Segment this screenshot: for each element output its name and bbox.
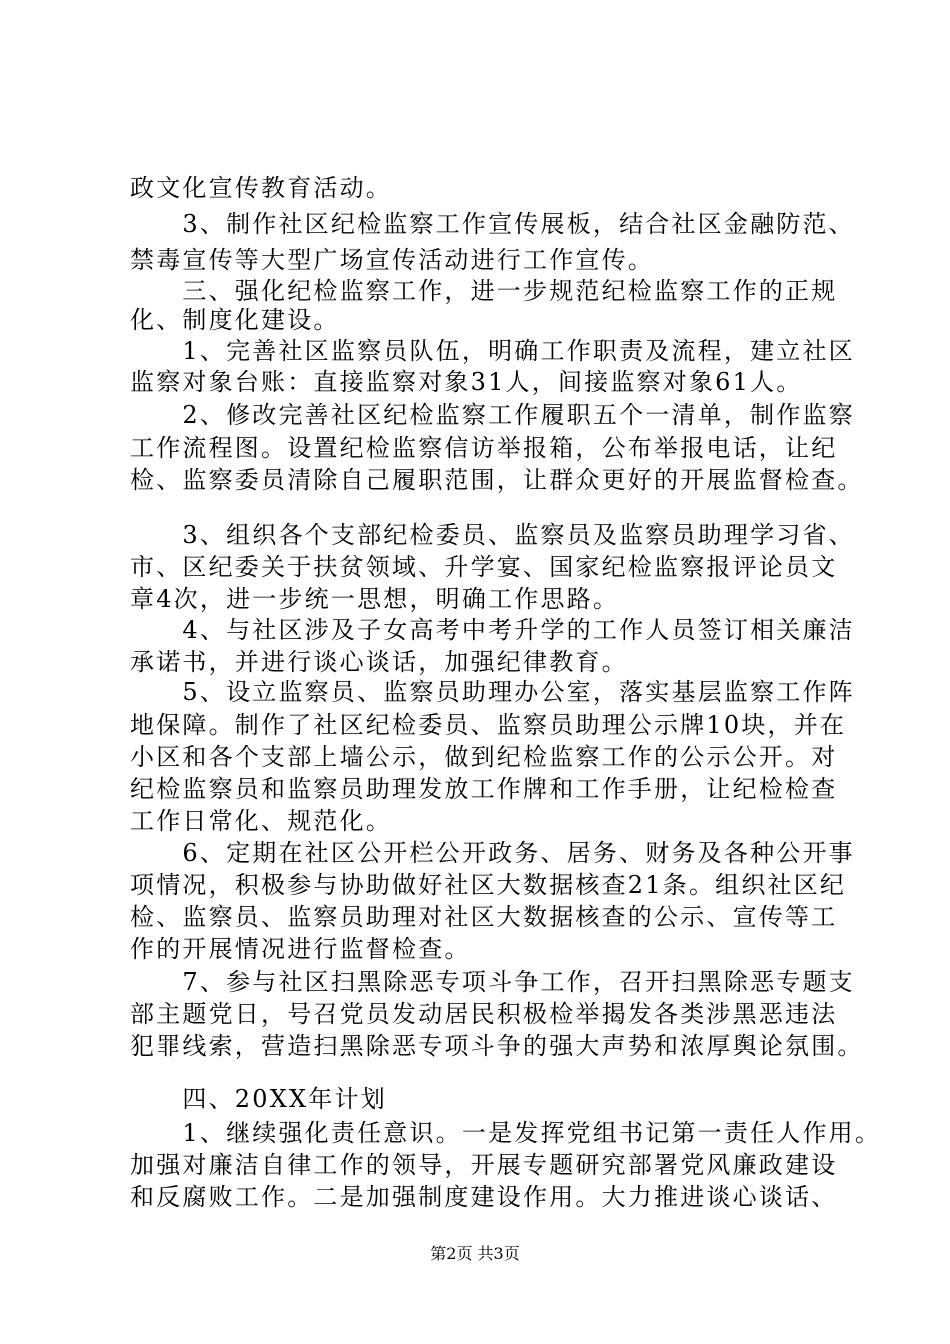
text-line: 化、制度化建设。 xyxy=(130,306,340,334)
text-line: 禁毒宣传等大型广场宣传活动进行工作宣传。 xyxy=(130,246,654,274)
text-line: 章4次，进一步统一思想，明确工作思路。 xyxy=(130,585,620,613)
text-line: 加强对廉洁自律工作的领导，开展专题研究部署党风廉政建设 xyxy=(130,1151,838,1179)
text-line: 部主题党日，号召党员发动居民积极检举揭发各类涉黑恶违法 xyxy=(130,1000,838,1028)
text-line: 犯罪线索，营造扫黑除恶专项斗争的强大声势和浓厚舆论氛围。 xyxy=(130,1032,864,1060)
text-line: 项情况，积极参与协助做好社区大数据核查21条。组织社区纪 xyxy=(130,871,847,899)
text-line: 1、继续强化责任意识。一是发挥党组书记第一责任人作用。 xyxy=(130,1119,882,1147)
text-line: 市、区纪委关于扶贫领域、升学宴、国家纪检监察报评论员文 xyxy=(130,553,838,581)
text-line: 四、20XX年计划 xyxy=(130,1085,387,1113)
text-line: 政文化宣传教育活动。 xyxy=(130,174,392,202)
text-line: 7、参与社区扫黑除恶专项斗争工作，召开扫黑除恶专题支 xyxy=(130,968,855,996)
text-line: 地保障。制作了社区纪检委员、监察员助理公示牌10块，并在 xyxy=(130,711,847,739)
text-line: 小区和各个支部上墙公示，做到纪检监察工作的公示公开。对 xyxy=(130,743,838,771)
text-line: 三、强化纪检监察工作，进一步规范纪检监察工作的正规 xyxy=(130,277,838,305)
text-line: 工作日常化、规范化。 xyxy=(130,807,392,835)
text-line: 监察对象台账：直接监察对象31人，间接监察对象61人。 xyxy=(130,368,803,396)
page-footer: 第2页 共3页 xyxy=(430,1244,520,1263)
text-line: 2、修改完善社区纪检监察工作履职五个一清单，制作监察 xyxy=(130,401,855,429)
text-line: 作的开展情况进行监督检查。 xyxy=(130,935,471,963)
text-line: 检、监察员、监察员助理对社区大数据核查的公示、宣传等工 xyxy=(130,903,838,931)
text-line: 3、组织各个支部纪检委员、监察员及监察员助理学习省、 xyxy=(130,521,855,549)
text-line: 纪检监察员和监察员助理发放工作牌和工作手册，让纪检检查 xyxy=(130,775,838,803)
text-line: 1、完善社区监察员队伍，明确工作职责及流程，建立社区 xyxy=(130,337,855,365)
text-line: 4、与社区涉及子女高考中考升学的工作人员签订相关廉洁 xyxy=(130,616,855,644)
text-line: 承诺书，并进行谈心谈话，加强纪律教育。 xyxy=(130,648,628,676)
text-line: 检、监察委员清除自己履职范围，让群众更好的开展监督检查。 xyxy=(130,466,864,494)
text-line: 5、设立监察员、监察员助理办公室，落实基层监察工作阵 xyxy=(130,678,855,706)
text-line: 和反腐败工作。二是加强制度建设作用。大力推进谈心谈话、 xyxy=(130,1183,838,1211)
text-line: 3、制作社区纪检监察工作宣传展板，结合社区金融防范、 xyxy=(130,210,855,238)
text-line: 工作流程图。设置纪检监察信访举报箱，公布举报电话，让纪 xyxy=(130,434,838,462)
text-line: 6、定期在社区公开栏公开政务、居务、财务及各种公开事 xyxy=(130,839,855,867)
